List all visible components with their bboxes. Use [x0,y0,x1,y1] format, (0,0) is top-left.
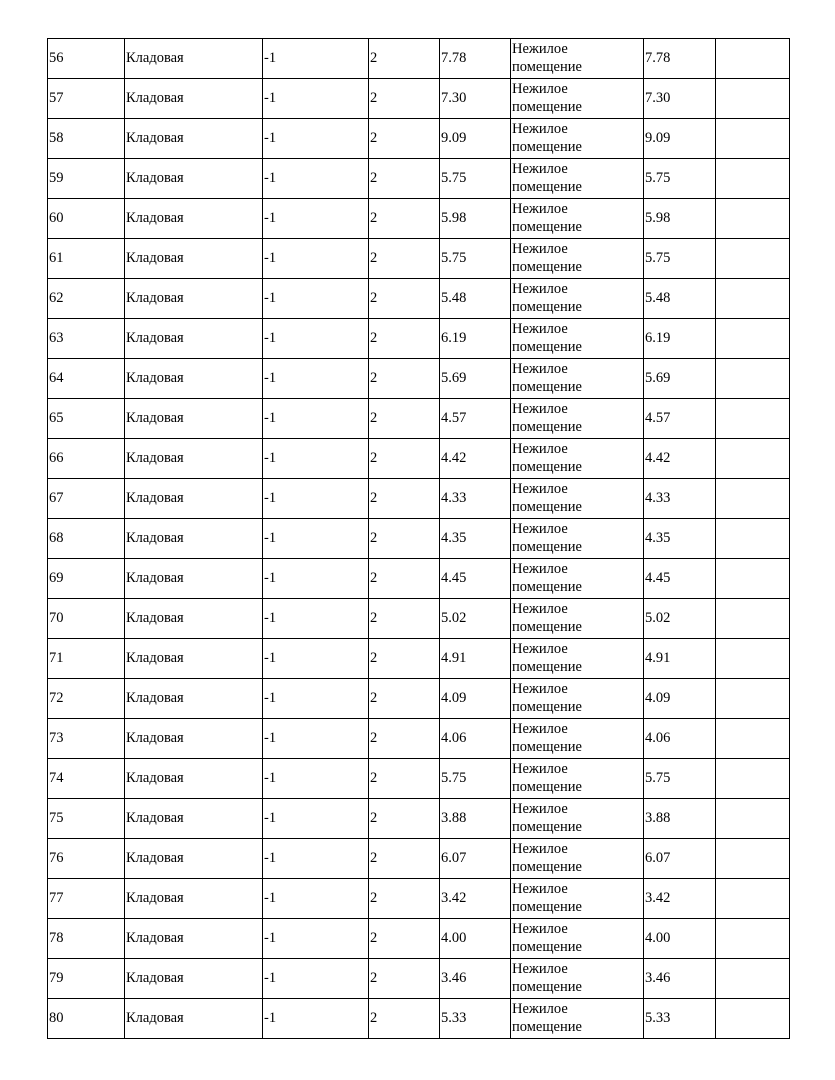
area-cell: 5.75 [440,759,511,799]
table-row [48,119,790,159]
table-row [48,319,790,359]
table-row [48,919,790,959]
room-type-line-2: помещение [512,1018,582,1035]
room-type-line-2: помещение [512,938,582,955]
section-cell: 2 [369,719,440,759]
room-number-cell: 62 [48,279,125,319]
section-cell: 2 [369,559,440,599]
table-row [48,719,790,759]
room-number-cell: 66 [48,439,125,479]
room-type-cell [511,279,644,319]
room-type-line-2: помещение [512,818,582,835]
section-cell: 2 [369,919,440,959]
total-area-cell: 3.46 [644,959,716,999]
room-type-line-1: Нежилое [512,320,568,337]
room-type-line-2: помещение [512,338,582,355]
room-type-cell [511,759,644,799]
room-name-cell: Кладовая [125,519,263,559]
room-type-line-2: помещение [512,978,582,995]
table-row [48,439,790,479]
floor-cell: -1 [263,39,369,79]
room-type-line-2: помещение [512,498,582,515]
total-area-cell: 4.45 [644,559,716,599]
room-name-cell: Кладовая [125,399,263,439]
section-cell: 2 [369,639,440,679]
area-cell: 5.33 [440,999,511,1039]
floor-cell: -1 [263,239,369,279]
room-name-cell: Кладовая [125,359,263,399]
room-number-cell: 79 [48,959,125,999]
table-row [48,639,790,679]
room-type-line-1: Нежилое [512,40,568,57]
room-type-line-1: Нежилое [512,280,568,297]
room-name-cell: Кладовая [125,599,263,639]
section-cell: 2 [369,799,440,839]
room-name-cell: Кладовая [125,559,263,599]
floor-cell: -1 [263,879,369,919]
section-cell: 2 [369,39,440,79]
room-name-cell: Кладовая [125,719,263,759]
room-type-cell [511,399,644,439]
note-cell [716,359,790,399]
table-row [48,679,790,719]
room-type-cell [511,359,644,399]
note-cell [716,79,790,119]
section-cell: 2 [369,319,440,359]
total-area-cell: 5.69 [644,359,716,399]
table-row [48,559,790,599]
note-cell [716,959,790,999]
total-area-cell: 6.19 [644,319,716,359]
note-cell [716,999,790,1039]
room-type-line-2: помещение [512,738,582,755]
room-name-cell: Кладовая [125,439,263,479]
area-cell: 4.57 [440,399,511,439]
room-type-line-2: помещение [512,178,582,195]
note-cell [716,559,790,599]
section-cell: 2 [369,399,440,439]
room-type-cell [511,879,644,919]
floor-cell: -1 [263,719,369,759]
room-type-line-1: Нежилое [512,440,568,457]
room-type-line-1: Нежилое [512,720,568,737]
room-name-cell: Кладовая [125,119,263,159]
room-type-cell [511,119,644,159]
section-cell: 2 [369,599,440,639]
section-cell: 2 [369,279,440,319]
area-cell: 3.88 [440,799,511,839]
room-number-cell: 80 [48,999,125,1039]
area-cell: 5.75 [440,239,511,279]
floor-cell: -1 [263,399,369,439]
total-area-cell: 4.09 [644,679,716,719]
room-number-cell: 74 [48,759,125,799]
room-type-cell [511,199,644,239]
room-name-cell: Кладовая [125,639,263,679]
room-name-cell: Кладовая [125,999,263,1039]
floor-cell: -1 [263,759,369,799]
area-cell: 4.42 [440,439,511,479]
section-cell: 2 [369,479,440,519]
table-row [48,359,790,399]
table-row [48,879,790,919]
room-type-line-1: Нежилое [512,400,568,417]
area-cell: 3.46 [440,959,511,999]
room-type-cell [511,239,644,279]
table-row [48,759,790,799]
room-type-line-2: помещение [512,298,582,315]
section-cell: 2 [369,519,440,559]
note-cell [716,639,790,679]
total-area-cell: 5.75 [644,759,716,799]
table-body [48,39,790,1039]
area-cell: 4.91 [440,639,511,679]
table-row [48,959,790,999]
room-name-cell: Кладовая [125,679,263,719]
area-cell: 4.09 [440,679,511,719]
area-cell: 3.42 [440,879,511,919]
note-cell [716,799,790,839]
floor-cell: -1 [263,799,369,839]
room-type-line-2: помещение [512,418,582,435]
section-cell: 2 [369,999,440,1039]
note-cell [716,719,790,759]
total-area-cell: 5.98 [644,199,716,239]
room-number-cell: 60 [48,199,125,239]
area-cell: 7.78 [440,39,511,79]
note-cell [716,199,790,239]
note-cell [716,679,790,719]
note-cell [716,479,790,519]
note-cell [716,119,790,159]
room-name-cell: Кладовая [125,199,263,239]
room-number-cell: 59 [48,159,125,199]
room-type-cell [511,599,644,639]
area-cell: 6.07 [440,839,511,879]
room-type-line-2: помещение [512,98,582,115]
note-cell [716,919,790,959]
room-type-cell [511,919,644,959]
room-number-cell: 56 [48,39,125,79]
note-cell [716,239,790,279]
area-cell: 4.06 [440,719,511,759]
table-row [48,599,790,639]
room-type-line-1: Нежилое [512,200,568,217]
room-type-line-2: помещение [512,898,582,915]
room-type-line-1: Нежилое [512,240,568,257]
table-row [48,399,790,439]
room-type-line-2: помещение [512,858,582,875]
room-number-cell: 61 [48,239,125,279]
floor-cell: -1 [263,439,369,479]
room-type-line-1: Нежилое [512,560,568,577]
room-type-line-1: Нежилое [512,760,568,777]
room-type-cell [511,519,644,559]
room-name-cell: Кладовая [125,479,263,519]
room-number-cell: 76 [48,839,125,879]
area-cell: 9.09 [440,119,511,159]
note-cell [716,159,790,199]
room-number-cell: 63 [48,319,125,359]
room-number-cell: 58 [48,119,125,159]
room-type-line-2: помещение [512,538,582,555]
room-name-cell: Кладовая [125,319,263,359]
total-area-cell: 5.75 [644,239,716,279]
room-number-cell: 67 [48,479,125,519]
room-type-line-2: помещение [512,658,582,675]
area-cell: 4.35 [440,519,511,559]
room-number-cell: 70 [48,599,125,639]
table-row [48,279,790,319]
room-type-line-2: помещение [512,258,582,275]
note-cell [716,759,790,799]
room-type-line-2: помещение [512,58,582,75]
floor-cell: -1 [263,279,369,319]
room-type-cell [511,999,644,1039]
total-area-cell: 3.42 [644,879,716,919]
floor-cell: -1 [263,359,369,399]
room-number-cell: 77 [48,879,125,919]
total-area-cell: 4.57 [644,399,716,439]
area-cell: 4.45 [440,559,511,599]
room-number-cell: 65 [48,399,125,439]
note-cell [716,39,790,79]
total-area-cell: 5.33 [644,999,716,1039]
area-cell: 5.75 [440,159,511,199]
floor-cell: -1 [263,839,369,879]
floor-cell: -1 [263,559,369,599]
section-cell: 2 [369,759,440,799]
table-row [48,239,790,279]
note-cell [716,599,790,639]
floor-cell: -1 [263,679,369,719]
room-type-cell [511,319,644,359]
room-name-cell: Кладовая [125,799,263,839]
table-row [48,519,790,559]
table-row [48,79,790,119]
table-row [48,199,790,239]
room-type-cell [511,799,644,839]
table-row [48,999,790,1039]
room-name-cell: Кладовая [125,239,263,279]
section-cell: 2 [369,199,440,239]
room-number-cell: 64 [48,359,125,399]
room-type-line-1: Нежилое [512,120,568,137]
note-cell [716,439,790,479]
floor-cell: -1 [263,79,369,119]
area-cell: 5.48 [440,279,511,319]
floor-cell: -1 [263,319,369,359]
area-cell: 5.69 [440,359,511,399]
section-cell: 2 [369,679,440,719]
room-number-cell: 69 [48,559,125,599]
room-type-cell [511,79,644,119]
floor-cell: -1 [263,639,369,679]
section-cell: 2 [369,879,440,919]
note-cell [716,839,790,879]
note-cell [716,879,790,919]
room-name-cell: Кладовая [125,39,263,79]
total-area-cell: 4.06 [644,719,716,759]
section-cell: 2 [369,839,440,879]
room-number-cell: 68 [48,519,125,559]
floor-cell: -1 [263,479,369,519]
room-type-line-2: помещение [512,698,582,715]
room-type-line-2: помещение [512,618,582,635]
room-name-cell: Кладовая [125,79,263,119]
room-type-line-2: помещение [512,218,582,235]
room-number-cell: 78 [48,919,125,959]
room-type-cell [511,719,644,759]
room-type-line-1: Нежилое [512,960,568,977]
room-type-line-2: помещение [512,378,582,395]
note-cell [716,399,790,439]
note-cell [716,319,790,359]
floor-cell: -1 [263,999,369,1039]
room-name-cell: Кладовая [125,839,263,879]
floor-cell: -1 [263,199,369,239]
room-type-line-1: Нежилое [512,640,568,657]
total-area-cell: 4.00 [644,919,716,959]
room-type-line-2: помещение [512,138,582,155]
room-name-cell: Кладовая [125,879,263,919]
table-row [48,799,790,839]
section-cell: 2 [369,239,440,279]
floor-cell: -1 [263,119,369,159]
floor-cell: -1 [263,919,369,959]
room-type-cell [511,839,644,879]
room-number-cell: 72 [48,679,125,719]
total-area-cell: 4.42 [644,439,716,479]
section-cell: 2 [369,359,440,399]
room-number-cell: 71 [48,639,125,679]
section-cell: 2 [369,959,440,999]
section-cell: 2 [369,119,440,159]
room-type-cell [511,479,644,519]
room-type-line-1: Нежилое [512,600,568,617]
room-name-cell: Кладовая [125,959,263,999]
floor-cell: -1 [263,159,369,199]
area-cell: 7.30 [440,79,511,119]
room-name-cell: Кладовая [125,919,263,959]
room-type-line-1: Нежилое [512,800,568,817]
area-cell: 5.98 [440,199,511,239]
area-cell: 4.33 [440,479,511,519]
area-cell: 4.00 [440,919,511,959]
room-type-line-1: Нежилое [512,840,568,857]
room-type-line-2: помещение [512,458,582,475]
room-type-line-1: Нежилое [512,360,568,377]
room-type-cell [511,959,644,999]
section-cell: 2 [369,79,440,119]
room-type-cell [511,439,644,479]
room-number-cell: 75 [48,799,125,839]
table-row [48,839,790,879]
room-type-cell [511,39,644,79]
room-type-line-1: Нежилое [512,480,568,497]
total-area-cell: 5.02 [644,599,716,639]
room-type-cell [511,559,644,599]
room-type-line-1: Нежилое [512,680,568,697]
room-type-line-1: Нежилое [512,160,568,177]
room-type-line-2: помещение [512,578,582,595]
table-row [48,39,790,79]
room-type-line-1: Нежилое [512,1000,568,1017]
total-area-cell: 7.78 [644,39,716,79]
table-row [48,479,790,519]
total-area-cell: 4.35 [644,519,716,559]
room-name-cell: Кладовая [125,759,263,799]
room-type-line-1: Нежилое [512,920,568,937]
floor-cell: -1 [263,959,369,999]
premises-table [47,38,790,1039]
table-row [48,159,790,199]
note-cell [716,519,790,559]
floor-cell: -1 [263,519,369,559]
room-name-cell: Кладовая [125,279,263,319]
total-area-cell: 9.09 [644,119,716,159]
room-type-cell [511,679,644,719]
room-type-line-2: помещение [512,778,582,795]
section-cell: 2 [369,439,440,479]
area-cell: 5.02 [440,599,511,639]
floor-cell: -1 [263,599,369,639]
room-type-cell [511,159,644,199]
area-cell: 6.19 [440,319,511,359]
total-area-cell: 4.91 [644,639,716,679]
room-type-line-1: Нежилое [512,880,568,897]
total-area-cell: 7.30 [644,79,716,119]
room-number-cell: 73 [48,719,125,759]
total-area-cell: 5.75 [644,159,716,199]
total-area-cell: 3.88 [644,799,716,839]
room-type-line-1: Нежилое [512,80,568,97]
note-cell [716,279,790,319]
room-type-line-1: Нежилое [512,520,568,537]
room-name-cell: Кладовая [125,159,263,199]
total-area-cell: 6.07 [644,839,716,879]
room-number-cell: 57 [48,79,125,119]
total-area-cell: 4.33 [644,479,716,519]
total-area-cell: 5.48 [644,279,716,319]
room-type-cell [511,639,644,679]
section-cell: 2 [369,159,440,199]
